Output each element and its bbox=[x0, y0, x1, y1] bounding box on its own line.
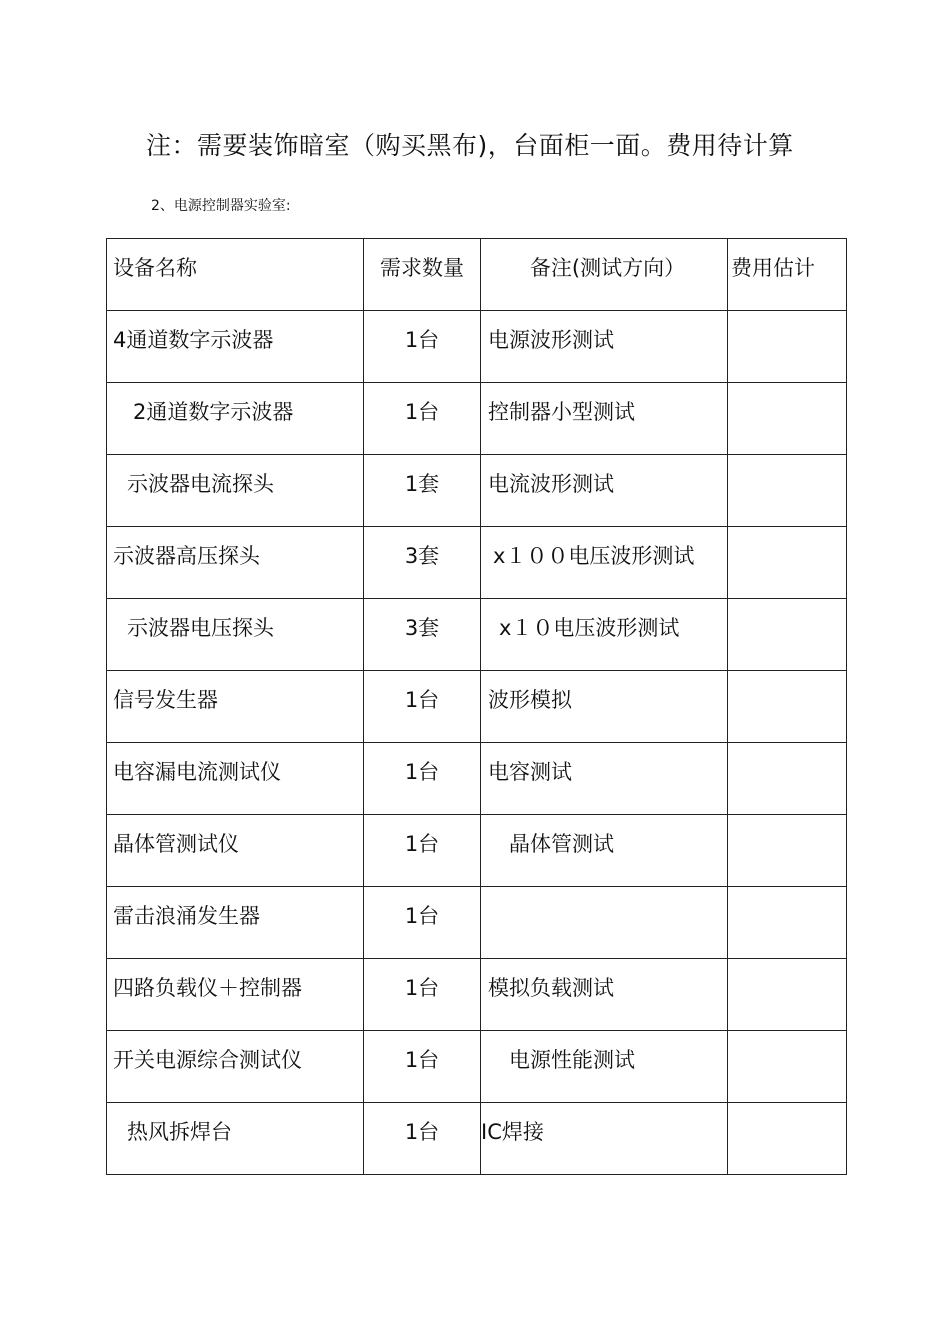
section-title: 2、电源控制器实验室: bbox=[151, 198, 291, 214]
cell-note: IC焊接 bbox=[481, 1103, 728, 1175]
table-row bbox=[107, 959, 847, 1031]
cell-name: 热风拆焊台 bbox=[107, 1103, 364, 1175]
header-cost: 费用估计 bbox=[728, 239, 847, 311]
cell-cost bbox=[728, 311, 847, 383]
cell-cost bbox=[728, 1103, 847, 1175]
cell-name: 开关电源综合测试仪 bbox=[107, 1031, 364, 1103]
cell-qty: 1台 bbox=[364, 887, 481, 959]
cell-note: 控制器小型测试 bbox=[481, 383, 728, 455]
table-row bbox=[107, 1031, 847, 1103]
header-note: 备注(测试方向） bbox=[481, 239, 728, 311]
cell-cost bbox=[728, 383, 847, 455]
cell-qty: 1台 bbox=[364, 671, 481, 743]
note-text: 注：需要装饰暗室（购买黑布)，台面柜一面。费用待计算 bbox=[146, 131, 794, 160]
table-row bbox=[107, 743, 847, 815]
cell-qty: 3套 bbox=[364, 599, 481, 671]
cell-cost bbox=[728, 815, 847, 887]
cell-name: 信号发生器 bbox=[107, 671, 364, 743]
table-row bbox=[107, 599, 847, 671]
cell-name: 示波器电流探头 bbox=[107, 455, 364, 527]
cell-qty: 1台 bbox=[364, 815, 481, 887]
table-row bbox=[107, 1103, 847, 1175]
cell-note: x１０电压波形测试 bbox=[481, 599, 728, 671]
table-row bbox=[107, 887, 847, 959]
cell-cost bbox=[728, 599, 847, 671]
cell-note: 电流波形测试 bbox=[481, 455, 728, 527]
cell-note: 电源性能测试 bbox=[481, 1031, 728, 1103]
cell-note: 电源波形测试 bbox=[481, 311, 728, 383]
cell-qty: 1台 bbox=[364, 383, 481, 455]
cell-cost bbox=[728, 1031, 847, 1103]
cell-qty: 1台 bbox=[364, 311, 481, 383]
table-row bbox=[107, 455, 847, 527]
cell-note: x１００电压波形测试 bbox=[481, 527, 728, 599]
cell-qty: 1台 bbox=[364, 1103, 481, 1175]
table-row bbox=[107, 311, 847, 383]
cell-name: 4通道数字示波器 bbox=[107, 311, 364, 383]
cell-note bbox=[481, 887, 728, 959]
cell-name: 四路负载仪＋控制器 bbox=[107, 959, 364, 1031]
cell-note: 波形模拟 bbox=[481, 671, 728, 743]
header-qty: 需求数量 bbox=[364, 239, 481, 311]
header-name: 设备名称 bbox=[107, 239, 364, 311]
cell-name: 2通道数字示波器 bbox=[107, 383, 364, 455]
cell-qty: 1台 bbox=[364, 959, 481, 1031]
cell-name: 示波器高压探头 bbox=[107, 527, 364, 599]
cell-qty: 1套 bbox=[364, 455, 481, 527]
cell-cost bbox=[728, 959, 847, 1031]
table-row bbox=[107, 527, 847, 599]
cell-note: 模拟负载测试 bbox=[481, 959, 728, 1031]
cell-name: 雷击浪涌发生器 bbox=[107, 887, 364, 959]
cell-cost bbox=[728, 527, 847, 599]
cell-name: 示波器电压探头 bbox=[107, 599, 364, 671]
table-row bbox=[107, 383, 847, 455]
cell-name: 电容漏电流测试仪 bbox=[107, 743, 364, 815]
cell-cost bbox=[728, 455, 847, 527]
equipment-table bbox=[106, 238, 847, 1175]
cell-cost bbox=[728, 671, 847, 743]
cell-qty: 1台 bbox=[364, 743, 481, 815]
cell-cost bbox=[728, 743, 847, 815]
table-header-row bbox=[107, 239, 847, 311]
cell-note: 电容测试 bbox=[481, 743, 728, 815]
table-row bbox=[107, 815, 847, 887]
cell-cost bbox=[728, 887, 847, 959]
table-row bbox=[107, 671, 847, 743]
cell-qty: 3套 bbox=[364, 527, 481, 599]
cell-note: 晶体管测试 bbox=[481, 815, 728, 887]
cell-name: 晶体管测试仪 bbox=[107, 815, 364, 887]
cell-qty: 1台 bbox=[364, 1031, 481, 1103]
